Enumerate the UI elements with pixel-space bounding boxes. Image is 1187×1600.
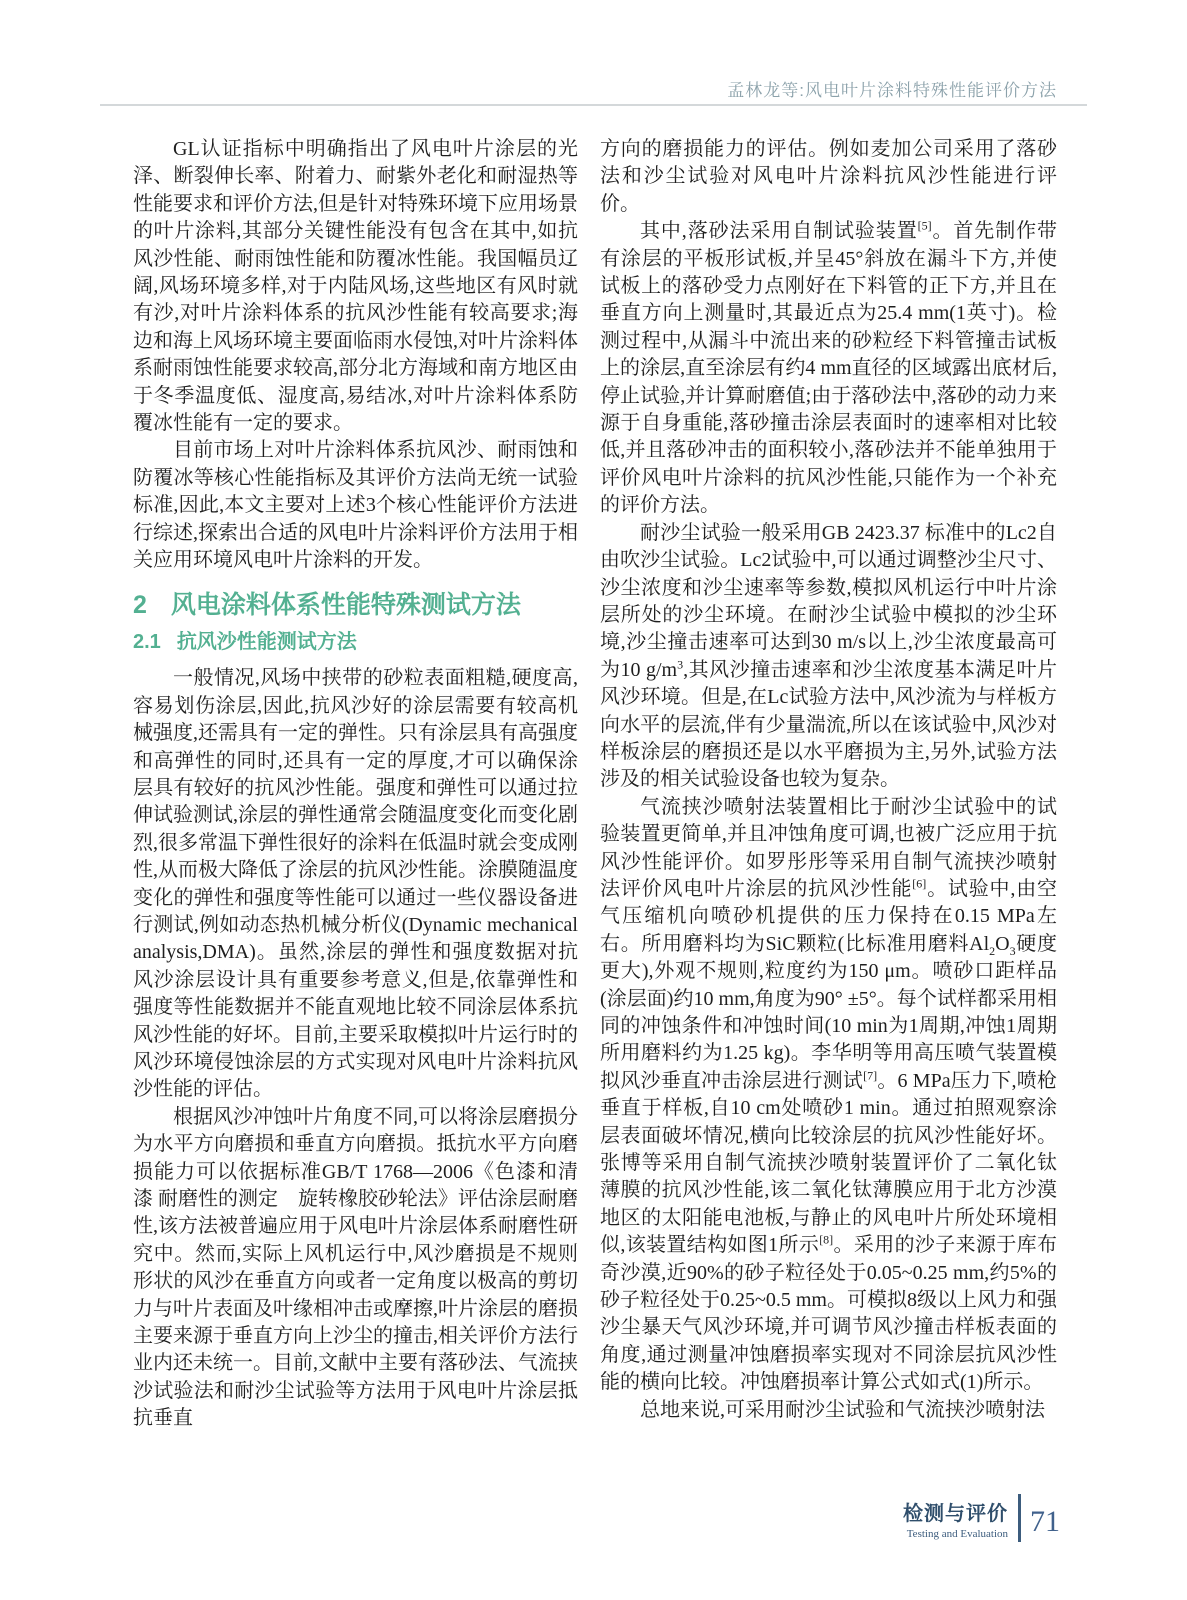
paragraph-gl-certification: GL认证指标中明确指出了风电叶片涂层的光泽、断裂伸长率、附着力、耐紫外老化和耐湿热等性能要求和评价方法,但是针对特殊环境下应用场景的叶片涂料,其部分关键性能没有包含在其中,如抗风沙性能、耐雨蚀性能和防覆冰性能。我国幅员辽阔,风场环境多样,对于内陆风场,这些地区有风时就有沙,对叶片涂料体系的抗风沙性能有较高要求;海边和海上风场环境主要面临雨水侵蚀,对叶片涂料体系耐雨蚀性能要求较高,部分北方海域和南方地区由于冬季温度低、湿度高,易结冰,对叶片涂料体系防覆冰性能有一定的要求。 <box>133 138 578 435</box>
right-column <box>600 136 1057 1433</box>
header-rule <box>100 104 1087 106</box>
running-title: 孟林龙等:风电叶片涂料特殊性能评价方法 <box>727 81 1057 100</box>
page-number: 71 <box>1030 1505 1060 1538</box>
paragraph-wear-direction: 根据风沙冲蚀叶片角度不同,可以将涂层磨损分为水平方向磨损和垂直方向磨损。抵抗水平方向磨损能力可以依据标准GB/T 1768—2006《色漆和清漆 耐磨性的测定 旋转橡胶砂轮法》评估涂层耐磨性,该方法被普遍应用于风电叶片涂层体系耐磨性研究中。然而,实际上风机运行中,风沙磨损是不规则形状的风沙在垂直方向或者一定角度以极高的剪切力与叶片表面及叶缘相冲击或摩擦,叶片涂层的磨损主要来源于垂直方向上沙尘的撞击,相关评价方法行业内还未统一。目前,文献中主要有落砂法、气流挟沙试验法和耐沙尘试验等方法用于风电叶片涂层抵抗垂直 <box>133 1105 578 1430</box>
subsection-heading <box>133 629 578 656</box>
section-number: 2 <box>133 590 147 619</box>
paragraph-airflow-sand-jet: 气流挟沙喷射法装置相比于耐沙尘试验中的试验装置更简单,并且冲蚀角度可调,也被广泛应用于抗风沙性能评价。如罗彤彤等采用自制气流挟沙喷射法评价风电叶片涂层的抗风沙性能[6]。试验中,由空气压缩机向喷砂机提供的压力保持在0.15 MPa左右。所用磨料均为SiC颗粒(比标准用磨料$Al_2O_3$硬度更大),外观不规则,粒度约为150 μm。喷砂口距样品(涂层面)约10 mm,角度为90° ±5°。每个试样都采用相同的冲蚀条件和冲蚀时间(10 min为1周期,冲蚀1周期所用磨料约为1.25 kg)。李华明等用高压喷气装置模拟风沙垂直冲击涂层进行测试[7]。6 MPa压力下,喷枪垂直于样板,自10 cm处喷砂1 min。通过拍照观察涂层表面破坏情况,横向比较涂层的抗风沙性能好坏。张博等采用自制气流挟沙喷射装置评价了二氧化钛薄膜的抗风沙性能,该二氧化钛薄膜应用于北方沙漠地区的太阳能电池板,与静止的风电叶片所处环境相似,该装置结构如图1所示[8]。采用的沙子来源于库布奇沙漠,近90%的砂子粒径处于0.05~0.25 mm,约5%的砂子粒径处于0.25~0.5 mm。可模拟8级以上风力和强沙尘暴天气风沙环境,并可调节风沙撞击样板表面的角度,通过测量冲蚀磨损率实现对不同涂层抗风沙性能的横向比较。冲蚀磨损率计算公式如式(1)所示。 <box>600 795 1058 1394</box>
paragraph-market-status: 目前市场上对叶片涂料体系抗风沙、耐雨蚀和防覆冰等核心性能指标及其评价方法尚无统一试验标准,因此,本文主要对上述3个核心性能评价方法进行综述,探索出合适的风电叶片涂料评价方法用于相关应用环境风电叶片涂料的开发。 <box>133 439 578 572</box>
paragraph-summary: 总地来说,可采用耐沙尘试验和气流挟沙喷射法 <box>640 1398 1045 1421</box>
footer-divider <box>1018 1494 1021 1542</box>
subsection-title: 抗风沙性能测试方法 <box>176 630 357 653</box>
footer-journal-en: Testing and Evaluation <box>906 1527 1008 1540</box>
left-column <box>133 136 578 1433</box>
section-title: 风电涂料体系性能特殊测试方法 <box>170 590 521 619</box>
subsection-number: 2.1 <box>133 630 161 653</box>
paragraph-continuation: 方向的磨损能力的评估。例如麦加公司采用了落砂法和沙尘试验对风电叶片涂料抗风沙性能进行评价。 <box>600 138 1057 215</box>
footer-journal-name <box>903 1497 1008 1540</box>
paragraph-sand-resistance-general: 一般情况,风场中挟带的砂粒表面粗糙,硬度高,容易划伤涂层,因此,抗风沙好的涂层需要有较高机械强度,还需具有一定的弹性。只有涂层具有高强度和高弹性的同时,还具有一定的厚度,才可以确保涂层具有较好的抗风沙性能。强度和弹性可以通过拉伸试验测试,涂层的弹性通常会随温度变化而变化剧烈,很多常温下弹性很好的涂料在低温时就会变成刚性,从而极大降低了涂层的抗风沙性能。涂膜随温度变化的弹性和强度等性能可以通过一些仪器设备进行测试,例如动态热机械分析仪(Dynamic mechanical analysis,DMA)。虽然,涂层的弹性和强度数据对抗风沙涂层设计具有重要参考意义,但是,依靠弹性和强度等性能数据并不能直观地比较不同涂层体系抗风沙性能的好坏。目前,主要采取模拟叶片运行时的风沙环境侵蚀涂层的方式实现对风电叶片涂料抗风沙性能的评估。 <box>133 667 578 1101</box>
article-body <box>133 136 1057 1433</box>
page-footer <box>903 1494 1060 1542</box>
section-heading <box>133 592 578 619</box>
footer-journal-cn: 检测与评价 <box>903 1502 1008 1525</box>
paragraph-dust-test: 耐沙尘试验一般采用GB 2423.37 标准中的Lc2自由吹沙尘试验。Lc2试验中,可以通过调整沙尘尺寸、沙尘浓度和沙尘速率等参数,模拟风机运行中叶片涂层所处的沙尘环境。在耐沙尘试验中模拟的沙尘环境,沙尘撞击速率可达到30 m/s以上,沙尘浓度最高可为10 $g/m^3$,其风沙撞击速率和沙尘浓度基本满足叶片风沙环境。但是,在Lc试验方法中,风沙流为与样板方向水平的层流,伴有少量湍流,所以在该试验中,风沙对样板涂层的磨损还是以水平磨损为主,另外,试验方法涉及的相关试验设备也较为复杂。 <box>600 521 1057 791</box>
paragraph-falling-sand-method: 其中,落砂法采用自制试验装置[5]。首先制作带有涂层的平板形试板,并呈45°斜放在漏斗下方,并使试板上的落砂受力点刚好在下料管的正下方,并且在垂直方向上测量时,其最近点为25.4 mm(1英寸)。检测过程中,从漏斗中流出来的砂粒经下料管撞击试板上的涂层,直至涂层有约4 mm直径的区域露出底材后,停止试验,并计算耐磨值;由于落砂法中,落砂的动力来源于自身重能,落砂撞击涂层表面时的速率相对比较低,并且落砂冲击的面积较小,落砂法并不能单独用于评价风电叶片涂料的抗风沙性能,只能作为一个补充的评价方法。 <box>600 218 1058 517</box>
